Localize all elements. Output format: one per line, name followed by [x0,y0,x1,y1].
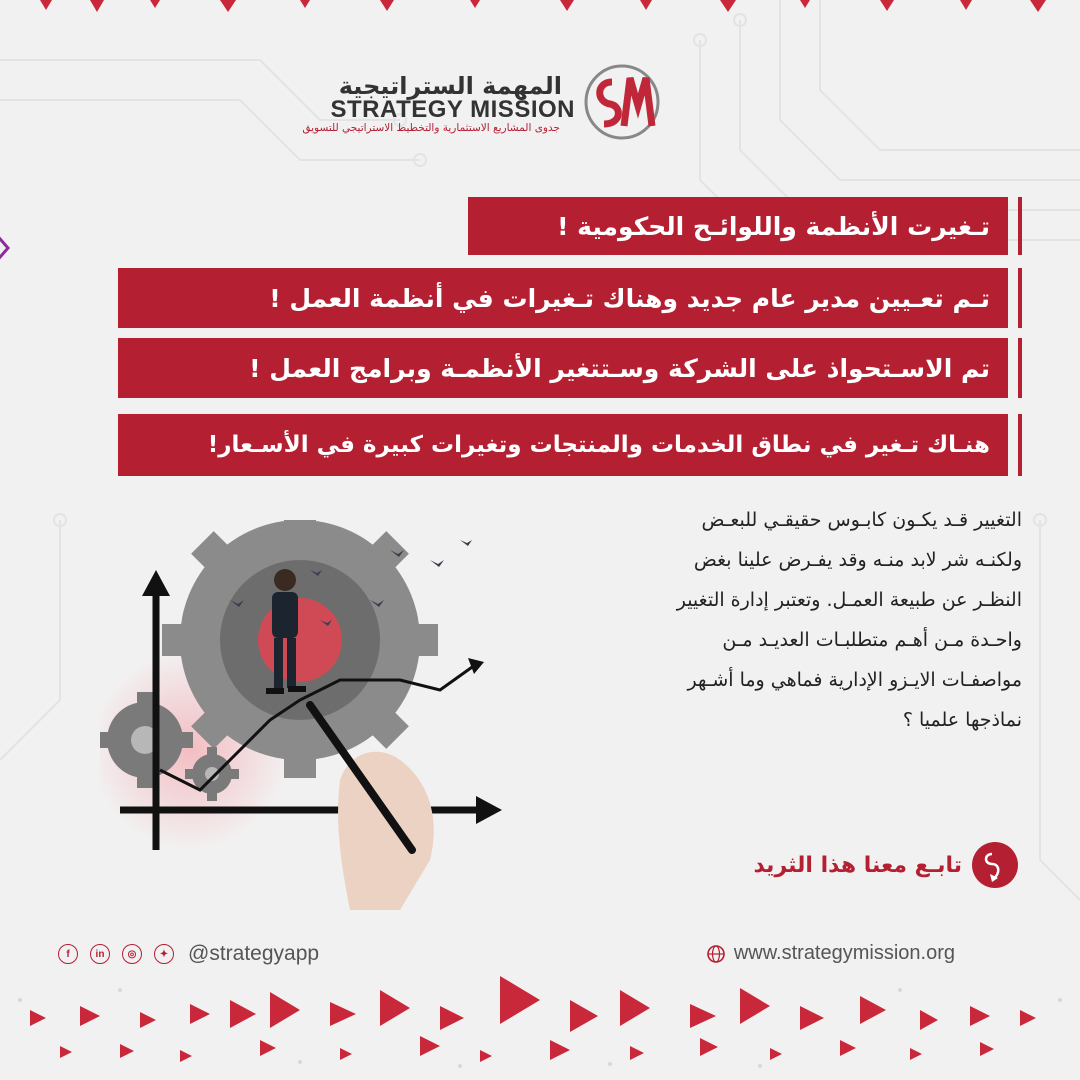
banner-2: تـم تعـيين مدير عام جديد وهناك تـغيرات في أنظمة العمل ! [118,268,1008,328]
banner-4: هنـاك تـغير في نطاق الخدمات والمنتجات وتغيرات كبيرة في الأسـعار! [118,414,1008,476]
banner-1-accent [1018,197,1022,255]
follow-label: تابـع معنا هذا الثريد [753,852,962,878]
banner-1: تـغيرت الأنظمة واللوائـح الحكومية ! [468,197,1008,255]
website-url: www.strategymission.org [733,942,955,964]
website-link[interactable] [706,942,955,965]
banner-3-accent [1018,338,1022,398]
follow-arrow-icon [972,842,1018,888]
sm-logo-icon [582,62,662,142]
body-line: مواصفـات الايـزو الإدارية فماهي وما أشـهر [687,669,1022,691]
instagram-icon[interactable]: ◎ [122,944,142,964]
logo-tagline: جدوى المشاريع الاستثمارية والتخطيط الاستراتيجي للتسويق [302,122,560,134]
follow-thread-cta[interactable] [753,842,1018,888]
banner-2-accent [1018,268,1022,328]
growth-gears-illustration [100,520,520,920]
banner-4-accent [1018,414,1022,476]
brand-logo [302,62,670,152]
logo-english-name: STRATEGY MISSION [330,96,575,123]
body-line: النظـر عن طبيعة العمـل. وتعتبر إدارة التغيير [676,589,1022,611]
body-line: نماذجها علميا ؟ [902,709,1022,731]
social-links [58,942,319,966]
banner-3: تم الاسـتحواذ على الشركة وسـتتغير الأنظمـة وبرامج العمل ! [118,338,1008,398]
linkedin-icon[interactable]: in [90,944,110,964]
bottom-triangle-border [0,970,1080,1080]
facebook-icon[interactable]: f [58,944,78,964]
body-paragraph [602,500,1022,740]
body-line: التغيير قـد يكـون كابـوس حقيقـي للبعـض [701,509,1022,531]
logo-arabic-name: المهمة الستراتيجية [338,72,562,100]
decorative-arc-icon [0,228,18,268]
social-handle[interactable]: @strategyapp [188,942,320,965]
body-line: ولكنـه شر لابد منـه وقد يفـرض علينا بغض [693,549,1022,571]
top-triangle-border [0,0,1080,30]
globe-icon [706,944,726,964]
body-line: واحـدة مـن أهـم متطلبـات العديـد مـن [722,629,1022,651]
twitter-icon[interactable]: ✦ [154,944,174,964]
